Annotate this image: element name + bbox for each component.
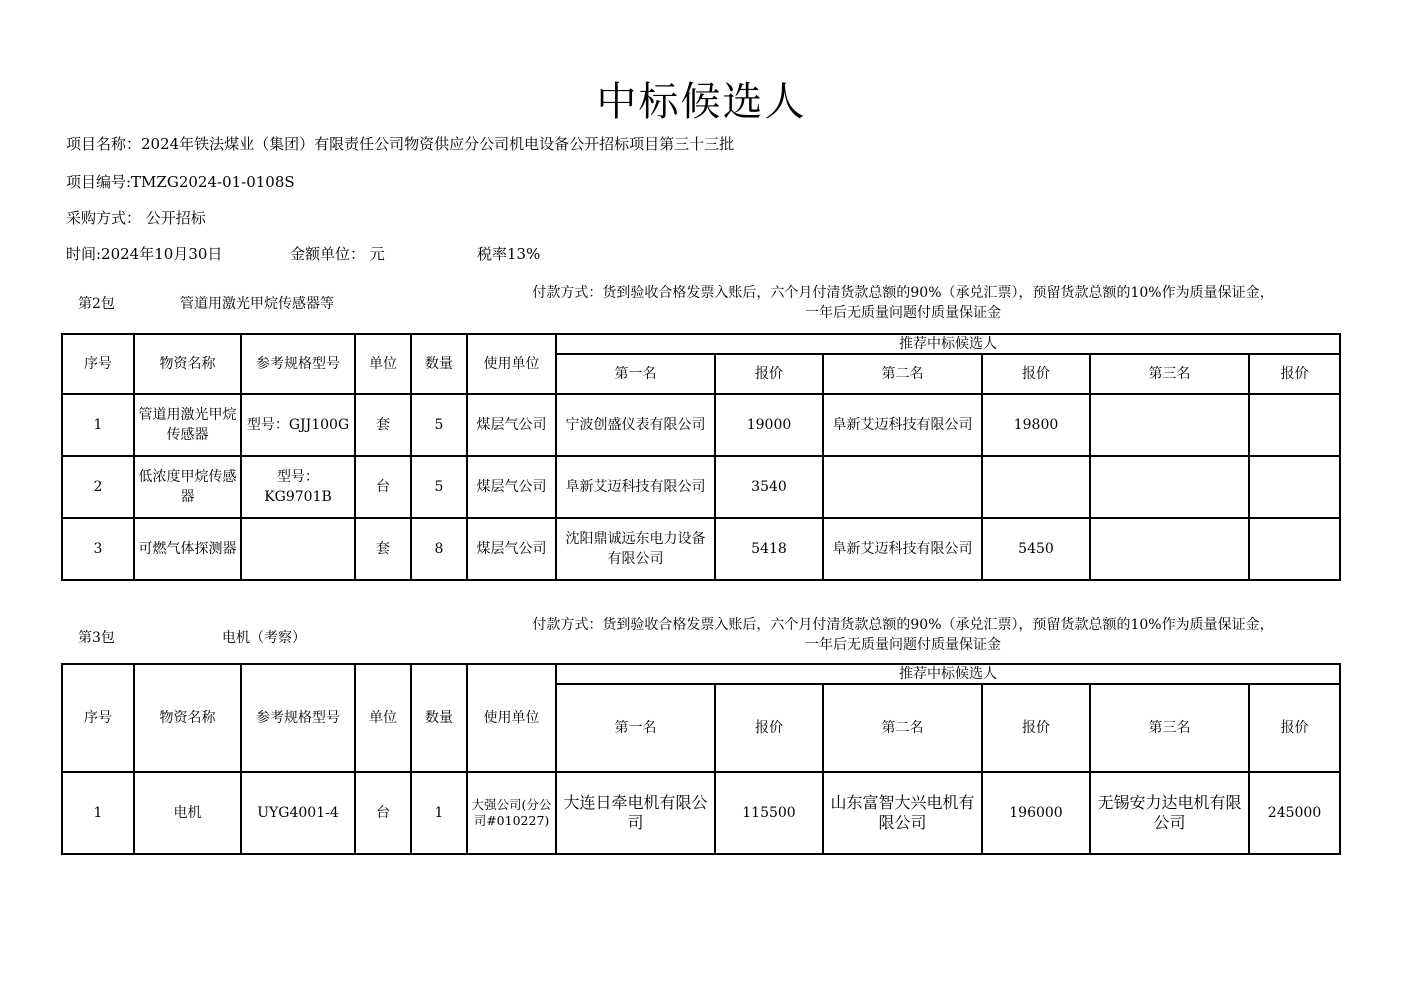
currency-unit: 金额单位： 元 <box>290 245 385 263</box>
header-price: 报价 <box>715 354 823 394</box>
header-third: 第三名 <box>1090 684 1249 772</box>
cell-price-1: 115500 <box>715 772 823 854</box>
header-second: 第二名 <box>823 684 982 772</box>
cell-user: 煤层气公司 <box>467 456 556 518</box>
header-recommend: 推荐中标候选人 <box>556 664 1340 684</box>
cell-price-1: 19000 <box>715 394 823 456</box>
cell-seq: 1 <box>62 394 134 456</box>
table-row <box>62 518 1340 580</box>
header-spec: 参考规格型号 <box>241 664 355 772</box>
cell-user: 大强公司(分公司#010227) <box>467 772 556 854</box>
header-price: 报价 <box>982 684 1090 772</box>
cell-spec: 型号：KG9701B <box>241 456 355 518</box>
cell-qty: 5 <box>411 394 467 456</box>
cell-unit: 套 <box>355 394 411 456</box>
header-name: 物资名称 <box>134 664 241 772</box>
cell-user: 煤层气公司 <box>467 394 556 456</box>
cell-first: 沈阳鼎诚远东电力设备有限公司 <box>556 518 715 580</box>
header-unit: 单位 <box>355 334 411 394</box>
cell-second <box>823 456 982 518</box>
page-title: 中标候选人 <box>596 79 807 125</box>
procurement-method: 采购方式： 公开招标 <box>66 209 206 227</box>
header-second: 第二名 <box>823 354 982 394</box>
payment-terms <box>468 615 1338 655</box>
cell-first: 阜新艾迈科技有限公司 <box>556 456 715 518</box>
cell-name: 可燃气体探测器 <box>134 518 241 580</box>
package-3-table <box>61 663 1341 855</box>
header-third: 第三名 <box>1090 354 1249 394</box>
cell-seq: 2 <box>62 456 134 518</box>
package-2-table <box>61 333 1341 581</box>
cell-first: 宁波创盛仪表有限公司 <box>556 394 715 456</box>
cell-name: 低浓度甲烷传感器 <box>134 456 241 518</box>
cell-seq: 3 <box>62 518 134 580</box>
payment-line: 一年后无质量问题付质量保证金 <box>805 637 1001 653</box>
cell-name: 管道用激光甲烷传感器 <box>134 394 241 456</box>
cell-spec: 型号：GJJ100G <box>241 394 355 456</box>
header-price: 报价 <box>1249 354 1340 394</box>
payment-line: 一年后无质量问题付质量保证金 <box>805 305 1001 321</box>
package-item: 管道用激光甲烷传感器等 <box>180 296 334 312</box>
cell-unit: 台 <box>355 456 411 518</box>
cell-qty: 1 <box>411 772 467 854</box>
cell-third <box>1090 456 1249 518</box>
header-price: 报价 <box>715 684 823 772</box>
cell-spec: UYG4001-4 <box>241 772 355 854</box>
header-seq: 序号 <box>62 664 134 772</box>
cell-seq: 1 <box>62 772 134 854</box>
cell-third <box>1090 394 1249 456</box>
cell-qty: 5 <box>411 456 467 518</box>
package-item: 电机（考察） <box>222 630 306 646</box>
header-user: 使用单位 <box>467 334 556 394</box>
table-row <box>62 772 1340 854</box>
header-first: 第一名 <box>556 354 715 394</box>
cell-price-3: 245000 <box>1249 772 1340 854</box>
cell-third: 无锡安力达电机有限公司 <box>1090 772 1249 854</box>
header-name: 物资名称 <box>134 334 241 394</box>
cell-second: 阜新艾迈科技有限公司 <box>823 394 982 456</box>
tax-rate: 税率13% <box>477 245 541 263</box>
cell-user: 煤层气公司 <box>467 518 556 580</box>
project-name: 项目名称：2024年铁法煤业（集团）有限责任公司物资供应分公司机电设备公开招标项目第三十三批 <box>66 135 735 153</box>
cell-first: 大连日牵电机有限公司 <box>556 772 715 854</box>
table-row <box>62 456 1340 518</box>
table-row <box>62 394 1340 456</box>
cell-price-3 <box>1249 518 1340 580</box>
cell-price-2: 196000 <box>982 772 1090 854</box>
header-qty: 数量 <box>411 664 467 772</box>
cell-price-2 <box>982 456 1090 518</box>
payment-line: 付款方式：货到验收合格发票入账后，六个月付清货款总额的90%（承兑汇票），预留货款总额的10%作为质量保证金， <box>532 285 1274 301</box>
cell-price-3 <box>1249 394 1340 456</box>
header-price: 报价 <box>1249 684 1340 772</box>
cell-price-1: 3540 <box>715 456 823 518</box>
header-user: 使用单位 <box>467 664 556 772</box>
package-label: 第3包 <box>78 630 115 646</box>
cell-price-1: 5418 <box>715 518 823 580</box>
header-price: 报价 <box>982 354 1090 394</box>
header-seq: 序号 <box>62 334 134 394</box>
cell-name: 电机 <box>134 772 241 854</box>
payment-terms <box>468 283 1338 323</box>
cell-qty: 8 <box>411 518 467 580</box>
header-recommend: 推荐中标候选人 <box>556 334 1340 354</box>
package-label: 第2包 <box>78 296 115 312</box>
cell-second: 阜新艾迈科技有限公司 <box>823 518 982 580</box>
date-text: 时间:2024年10月30日 <box>66 245 223 263</box>
header-qty: 数量 <box>411 334 467 394</box>
cell-spec <box>241 518 355 580</box>
cell-price-2: 5450 <box>982 518 1090 580</box>
payment-line: 付款方式：货到验收合格发票入账后，六个月付清货款总额的90%（承兑汇票），预留货款总额的10%作为质量保证金， <box>532 617 1274 633</box>
header-first: 第一名 <box>556 684 715 772</box>
cell-price-3 <box>1249 456 1340 518</box>
header-unit: 单位 <box>355 664 411 772</box>
cell-price-2: 19800 <box>982 394 1090 456</box>
cell-third <box>1090 518 1249 580</box>
project-code: 项目编号:TMZG2024-01-0108S <box>66 173 295 191</box>
header-spec: 参考规格型号 <box>241 334 355 394</box>
cell-unit: 台 <box>355 772 411 854</box>
cell-unit: 套 <box>355 518 411 580</box>
cell-second: 山东富智大兴电机有限公司 <box>823 772 982 854</box>
